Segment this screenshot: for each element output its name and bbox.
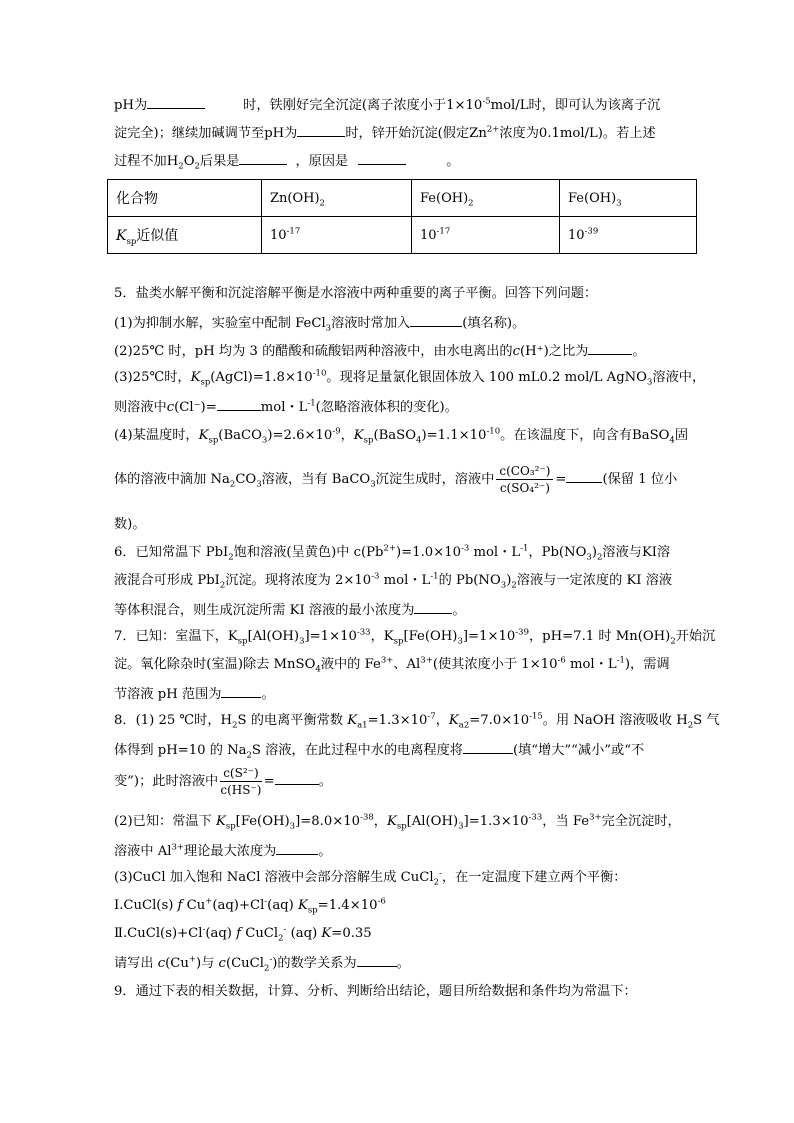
q8-line-4: (2)已知：常温下 $K_{sp}[Fe(OH)_3]=8.0\times 10^{-38}$，$K_{sp}[Al(OH)_3]=1.3\times 10^{-33}$，当 $Fe^{3+}$完全沉淀时， — [114, 812, 681, 832]
q8-line-9: 请写出 c(Cu+)与 c(CuCl$_2$-)的数学关系为 。 — [114, 952, 410, 974]
q4-line-1: pH为 时，铁刚好完全沉淀(离子浓度小于$1\times 10^{-5}mol/L$时，即可认为该离子沉 — [114, 94, 660, 116]
q9-line-1: 9．通过下表的相关数据，计算、分析、判断给出结论，题目所给数据和条件均为常温下： — [114, 984, 637, 999]
table-cell: $K_{sp}$近似值 — [108, 217, 262, 254]
table-header-cell: 化合物 — [108, 180, 262, 217]
q5-line-1: 5．盐类水解平衡和沉淀溶解平衡是水溶液中两种重要的离子平衡。回答下列问题： — [114, 286, 598, 301]
q5-line-4: (3)25℃时，$K_{sp}(AgCl)=1.8\times 10^{-10}$。现将足量氯化银固体放入 100 mL0.2 mol/L AgNO$_3$溶液中， — [114, 368, 706, 388]
q5-line-5: 则溶液中c(Cl⁻)= mol・$L^{-1}$(忽略溶液体积的变化)。 — [114, 396, 458, 418]
table-row — [108, 217, 697, 254]
q8-line-5: 溶液中 $Al^{3+}$理论最大浓度为 。 — [114, 840, 332, 862]
fraction: $\frac{\text{c(S²⁻)}}{c(HS^-)}$ — [220, 766, 262, 797]
answer-blank[interactable] — [147, 94, 205, 109]
q5-line-7: 体的溶液中滴加 $Na_2CO_3$溶液，当有 BaCO$_3$沉淀生成时，溶液中 $\frac{\text{c(CO₃²⁻)}}{\text{c(SO₄²⁻)}}$ = (保留 1 位小 — [114, 464, 678, 495]
q8-line-6: (3)CuCl 加入饱和 NaCl 溶液中会部分溶解生成 CuCl$_2$-，在一定温度下建立两个平衡： — [114, 868, 627, 888]
table-header-cell: $Zn(OH)_2$ — [262, 180, 412, 217]
q5-line-8: 数)。 — [114, 517, 146, 532]
answer-blank[interactable] — [357, 952, 397, 967]
answer-blank[interactable] — [566, 468, 602, 483]
answer-blank[interactable] — [239, 150, 287, 165]
q8-line-3: 变”)；此时溶液中 $\frac{\text{c(S²⁻)}}{c(HS^-)}$ = 。 — [114, 766, 332, 797]
q8-line-1: 8．(1) 25 ℃时，$H_2S$ 的电离平衡常数 $K_{a1}=1.3\times 10^{-7}$，$K_{a2}=7.0\times 10^{-15}$。用 NaOH 溶液吸收 $H_2S$ 气 — [114, 711, 720, 731]
table-cell: $10^{-17}$ — [412, 217, 560, 254]
answer-blank[interactable] — [221, 683, 261, 698]
table-header-cell: $Fe(OH)_2$ — [412, 180, 560, 217]
answer-blank[interactable] — [358, 150, 406, 165]
q8-line-2: 体得到 pH=10 的 $Na_2S$ 溶液，在此过程中水的电离程度将 (填“增大”“减小”或“不 — [114, 739, 644, 761]
answer-blank[interactable] — [410, 312, 462, 327]
table-cell: $10^{-17}$ — [262, 217, 412, 254]
q7-line-1: 7．已知：室温下，$K_{sp}[Al(OH)_3]=1\times 10^{-33}$，$K_{sp}[Fe(OH)_3]=1\times 10^{-39}$，pH=7.1 时 $Mn(OH)_2$开始沉 — [114, 627, 716, 647]
q8-line-7: Ⅰ.CuCl(s) f Cu+(aq)+Cl-(aq) $K_{sp}=1.4\times 10^{-6}$ — [114, 896, 386, 916]
answer-blank[interactable] — [217, 396, 261, 411]
q7-line-2: 淀。氧化除杂时(室温)除去 MnSO$_4$液中的 $Fe^{3+}$、$Al^{3+}$(使其浓度小于 $1\times 10^{-6}$ mol・$L^{-1}$)，需调 — [114, 655, 670, 675]
q6-line-1: 6．已知常温下 PbI$_2$饱和溶液(呈黄色)中 $c(Pb^{2+})=1.0\times 10^{-3}$ mol・$L^{-1}$，$Pb(NO_3)_2$溶液与KI溶 — [114, 543, 671, 563]
q5-line-3: (2)25℃ 时，pH 均为 3 的醋酸和硫酸铝两种溶液中，由水电离出的c(H⁺)之比为 。 — [114, 340, 646, 362]
q5-line-6: (4)某温度时，$K_{sp}(BaCO_3)=2.6\times 10^{-9}$，$K_{sp}(BaSO_4)=1.1\times 10^{-10}$。在该温度下，向含有BaSO$_4$固 — [114, 426, 689, 446]
q6-line-3: 等体积混合，则生成沉淀所需 KI 溶液的最小浓度为 。 — [114, 599, 466, 621]
answer-blank[interactable] — [297, 122, 345, 137]
q4-line-3: 过程不加$H_2O_2$后果是 ，原因是 。 — [114, 150, 459, 172]
q8-line-8: Ⅱ.CuCl(s)+Cl-(aq) f CuCl$_2$- (aq) K=0.35 — [114, 924, 372, 944]
table-header-cell: $Fe(OH)_3$ — [560, 180, 697, 217]
table-cell: $10^{-39}$ — [560, 217, 697, 254]
answer-blank[interactable] — [275, 770, 319, 785]
answer-blank[interactable] — [463, 739, 513, 754]
answer-blank[interactable] — [588, 340, 632, 355]
q5-line-2: (1)为抑制水解，实验室中配制 FeCl$_3$溶液时常加入 (填名称)。 — [114, 312, 525, 334]
ksp-table — [107, 179, 697, 254]
table-row — [108, 180, 697, 217]
answer-blank[interactable] — [414, 599, 452, 614]
answer-blank[interactable] — [276, 840, 318, 855]
q7-line-3: 节溶液 pH 范围为 。 — [114, 683, 275, 705]
q6-line-2: 液混合可形成 PbI$_2$沉淀。现将浓度为 $2\times 10^{-3}$ mol・$L^{-1}$的 $Pb(NO_3)_2$溶液与一定浓度的 KI 溶液 — [114, 571, 673, 591]
q4-line-2: 淀完全)；继续加碱调节至pH为 时，锌开始沉淀(假定$Zn^{2+}$浓度为0.1mol/L)。若上述 — [114, 122, 656, 144]
fraction: $\frac{\text{c(CO₃²⁻)}}{\text{c(SO₄²⁻)}}$ — [496, 463, 553, 496]
